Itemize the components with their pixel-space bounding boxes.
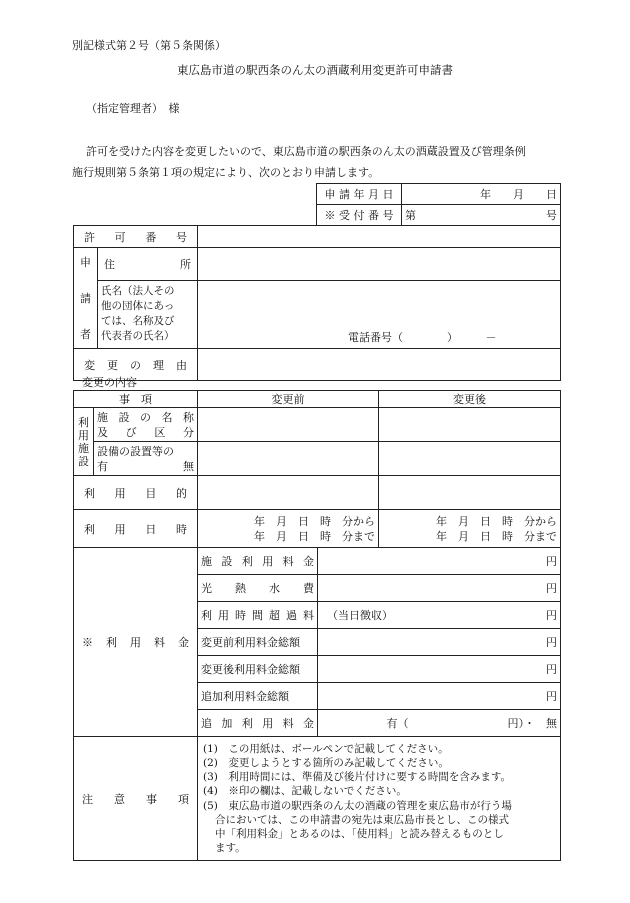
note-item: (4) ※印の欄は、記載しないでください。 [203,785,407,798]
applicant-char-2: 請 [80,292,91,305]
notes-content [198,737,561,861]
name-label-line-3: ては、名称及び [101,315,175,328]
facility-char-2: 用 [78,428,89,442]
equipment-label-2: 有無 [97,459,194,473]
address-field[interactable] [198,248,561,281]
fee-facility-field[interactable] [318,548,561,575]
yen-unit: 円 [546,555,557,568]
purpose-label: 利用目的 [84,486,187,500]
fee-label-additional-total: 追加利用料金総額 [198,683,318,710]
intro-line-2: 施行規則第５条第１項の規定により、次のとおり申請します。 [72,166,380,179]
fee-label-overtime: 利用時間超過料 [201,609,314,622]
col-before-header: 変更前 [198,391,379,408]
datetime-before-field[interactable] [198,510,379,548]
address-label: 住所 [104,257,191,271]
reason-field[interactable] [198,349,561,381]
page-title: 東広島市道の駅西条のん太の酒蔵利用変更許可申請書 [177,63,453,77]
fee-label-before-total: 変更前利用料金総額 [198,629,318,656]
equipment-label-1: 設備の設置等の [97,444,174,458]
note-item: (1) この用紙は、ボールペンで記載してください。 [203,742,449,755]
applicant-group [74,248,98,349]
note-item: 中「利用料金」とあるのは、「使用料」と読み替えるものとし [215,827,504,840]
applicant-table [73,225,561,381]
datetime-before-from: 年 月 日 時 分から [254,514,375,528]
facility-char-1: 利 [78,415,89,429]
purpose-before-field[interactable] [198,476,379,510]
receipt-no-field[interactable] [402,205,561,226]
fee-label-utility: 光熱水費 [201,582,314,595]
applicant-char-1: 申 [80,256,91,269]
equipment-before-field[interactable] [198,442,379,476]
permit-no-field[interactable] [198,226,561,248]
note-item: ます。 [215,842,246,855]
reception-table [316,183,561,226]
name-field[interactable] [198,280,561,348]
yen-unit: 円 [546,609,557,622]
fee-label-extra: 追加利用料金 [201,717,314,730]
fee-extra-value: 有（ 円）・ 無 [386,717,557,730]
intro-line-1: 許可を受けた内容を変更したいので、東広島市道の駅西条のん太の酒蔵設置及び管理条例 [86,145,526,158]
note-item: 合においては、この申請書の宛先は東広島市長とし、この様式 [215,813,509,826]
note-item: (3) 利用時間には、準備及び後片付けに要する時間を含みます。 [203,771,512,784]
yen-unit: 円 [546,636,557,649]
fee-utility-field[interactable] [318,575,561,602]
name-label-line-1: 氏名（法人その [101,285,175,298]
applicant-char-3: 者 [80,328,91,341]
name-label-line-4: 代表者の氏名） [101,330,175,343]
datetime-after-from: 年 月 日 時 分から [436,514,557,528]
receipt-no-suffix: 号 [546,209,557,222]
yen-unit: 円 [546,582,557,595]
facility-group [74,408,94,476]
fee-overtime-note: （当日徴収） [327,609,393,622]
notes-label: 注意事項 [82,792,189,806]
facility-name-before-field[interactable] [198,408,379,442]
note-item: (5) 東広島市道の駅西条のん太の酒蔵の管理を東広島市が行う場 [203,799,512,812]
changes-section-label: 変更の内容 [82,376,137,389]
datetime-after-to: 年 月 日 時 分まで [436,529,557,543]
fee-extra-field[interactable] [318,710,561,737]
receipt-no-label: ※ 受 付 番 号 [317,205,402,226]
datetime-before-to: 年 月 日 時 分まで [254,529,375,543]
facility-name-label-1: 施設の名称 [97,410,194,424]
yen-unit: 円 [546,690,557,703]
col-item-header: 事 項 [74,391,198,408]
datetime-label: 利用日時 [84,522,187,536]
fee-label-facility: 施設利用料金 [201,555,314,568]
col-after-header: 変更後 [379,391,561,408]
receipt-no-prefix: 第 [405,209,416,222]
form-label: 別記様式第２号（第５条関係） [72,39,226,52]
addressee: （指定管理者） 様 [86,102,180,115]
fee-additional-total-field[interactable] [318,683,561,710]
apply-date-label: 申 請 年 月 日 [317,184,402,205]
permit-no-label: 許可番号 [84,230,187,244]
note-item: (2) 変更しようとする箇所のみ記載してください。 [203,756,449,769]
yen-unit: 円 [546,663,557,676]
equipment-after-field[interactable] [379,442,561,476]
apply-date-field[interactable]: 年 月 日 [402,184,561,205]
facility-char-3: 施 [78,441,89,455]
facility-name-label-2: 及び区分 [97,425,194,439]
reason-label: 変更の理由 [84,358,187,372]
fee-before-total-field[interactable] [318,629,561,656]
fee-after-total-field[interactable] [318,656,561,683]
fee-group-label: ※ 利 用 料 金 [82,636,189,649]
facility-char-4: 設 [78,454,89,468]
phone-label: 電話番号（ ） － [348,331,497,344]
name-label-line-2: 他の団体にあっ [101,300,175,313]
facility-name-after-field[interactable] [379,408,561,442]
fee-overtime-field[interactable] [318,602,561,629]
purpose-after-field[interactable] [379,476,561,510]
changes-table [73,390,561,861]
fee-label-after-total: 変更後利用料金総額 [198,656,318,683]
datetime-after-field[interactable] [379,510,561,548]
